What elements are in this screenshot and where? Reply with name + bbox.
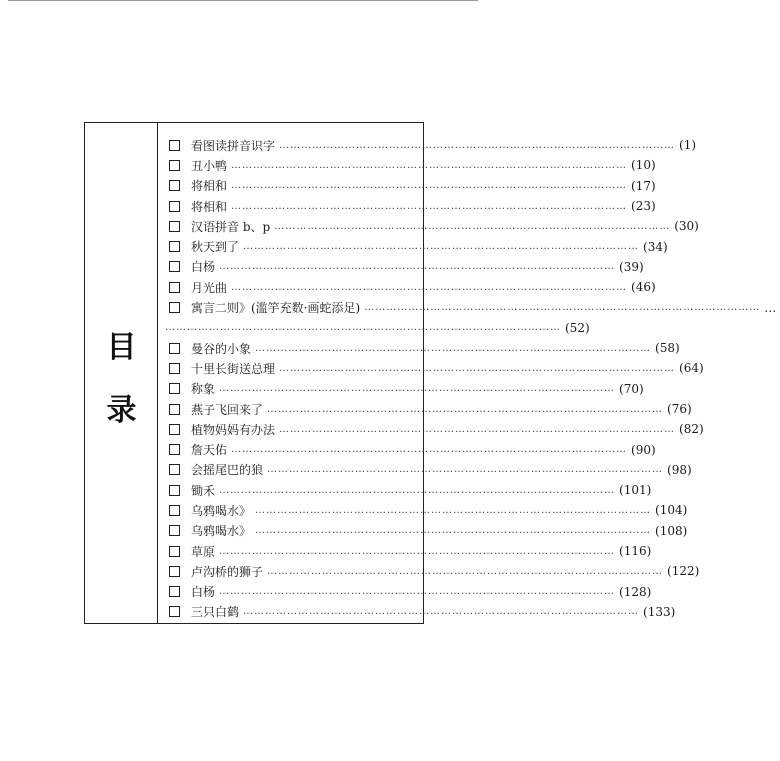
dot-leader: ………………………………………………………………………………………………	[219, 586, 616, 598]
entry-title: 十里长街送总理	[191, 361, 276, 376]
dot-leader: ………………………………………………………………………………………………	[267, 565, 664, 577]
entry-page-number: (90)	[631, 442, 656, 457]
top-rule	[8, 0, 478, 1]
toc-entry[interactable]	[159, 582, 652, 602]
checkbox-icon[interactable]	[169, 485, 180, 496]
toc-entry[interactable]	[159, 399, 692, 419]
entry-title: 卢沟桥的狮子	[191, 564, 264, 579]
entry-page-number: (116)	[619, 544, 652, 559]
entry-title: 曼谷的小象	[191, 341, 252, 356]
checkbox-icon[interactable]	[169, 404, 180, 415]
checkbox-icon[interactable]	[169, 201, 180, 212]
toc-entry[interactable]	[159, 277, 656, 297]
entry-page-number: (52)	[565, 320, 590, 335]
entry-title: 白杨	[191, 585, 216, 600]
dot-leader: ………………………………………………………………………………………………	[243, 241, 640, 253]
entry-title: 乌鸦喝水》	[191, 503, 252, 518]
entry-title: 三只白鹤	[191, 605, 240, 620]
entry-title: 草原	[191, 544, 216, 559]
dot-leader: ………………………………………………………………………………………………	[279, 423, 676, 435]
entry-page-number: (23)	[631, 199, 656, 214]
toc-entry[interactable]	[159, 135, 697, 155]
heading-char-1: 目	[106, 330, 137, 365]
dot-leader: ………………………………………………………………………………………………	[231, 200, 628, 212]
toc-entry[interactable]	[159, 521, 688, 541]
dot-leader: ………………………………………………………………………………………………	[231, 444, 628, 456]
entry-title: 月光曲	[191, 280, 228, 295]
dot-leader: ………………………………………………………………………………………………	[267, 464, 664, 476]
entry-page-number: (98)	[667, 462, 692, 477]
dot-leader: ………………………………………………………………………………………………	[267, 403, 664, 415]
dot-leader: ………………………………………………………………………………………………	[274, 220, 671, 232]
dot-leader: ………………………………………………………………………………………………	[255, 525, 652, 537]
toc-entry[interactable]	[159, 561, 700, 581]
checkbox-icon[interactable]	[169, 241, 180, 252]
dot-leader: ………………………………………………………………………………………………	[279, 362, 676, 374]
entry-title: 将相和	[191, 179, 228, 194]
toc-entry[interactable]	[159, 419, 704, 439]
checkbox-icon[interactable]	[169, 302, 180, 313]
checkbox-icon[interactable]	[169, 566, 180, 577]
entry-page-number: …	[764, 300, 777, 315]
entry-page-number: (39)	[619, 259, 644, 274]
dot-leader: ………………………………………………………………………………………………	[219, 484, 616, 496]
entry-page-number: (58)	[655, 341, 680, 356]
toc-entry[interactable]	[159, 460, 692, 480]
entry-page-number: (108)	[655, 523, 688, 538]
entry-title: 看图读拼音识字	[191, 138, 276, 153]
entry-title: 寓言二则》(滥竽充数·画蛇添足)	[191, 301, 361, 316]
table-of-contents	[84, 122, 777, 624]
toc-entry[interactable]	[159, 338, 680, 358]
toc-entry[interactable]	[159, 500, 688, 520]
toc-entry[interactable]	[159, 358, 704, 378]
toc-entry[interactable]	[159, 480, 652, 500]
dot-leader: ………………………………………………………………………………………………	[165, 322, 561, 334]
entry-list	[159, 135, 777, 622]
dot-leader: ………………………………………………………………………………………………	[243, 606, 640, 618]
checkbox-icon[interactable]	[169, 140, 180, 151]
dot-leader: ………………………………………………………………………………………………	[364, 302, 761, 314]
checkbox-icon[interactable]	[169, 586, 180, 597]
dot-leader: ………………………………………………………………………………………………	[231, 180, 628, 192]
entry-page-number: (64)	[679, 361, 704, 376]
dot-leader: ………………………………………………………………………………………………	[255, 504, 652, 516]
toc-entry[interactable]	[159, 257, 644, 277]
toc-entry[interactable]	[159, 216, 699, 236]
toc-entry[interactable]	[159, 236, 668, 256]
entry-page-number: (17)	[631, 178, 656, 193]
entry-page-number: (34)	[643, 239, 668, 254]
toc-entry[interactable]	[159, 176, 656, 196]
entry-title: 白杨	[191, 260, 216, 275]
entry-page-number: (76)	[667, 402, 692, 416]
dot-leader: ………………………………………………………………………………………………	[219, 383, 616, 395]
checkbox-icon[interactable]	[169, 160, 180, 171]
entry-title: 植物妈妈有办法	[191, 422, 276, 437]
dot-leader: ………………………………………………………………………………………………	[219, 545, 616, 557]
entry-title: 汉语拼音 b、p	[191, 219, 271, 234]
checkbox-icon[interactable]	[169, 525, 180, 536]
dot-leader: ………………………………………………………………………………………………	[219, 261, 616, 273]
entry-title: 锄禾	[191, 483, 216, 498]
entry-page-number: (101)	[619, 483, 652, 498]
toc-entry[interactable]	[159, 602, 676, 622]
checkbox-icon[interactable]	[169, 343, 180, 354]
checkbox-icon[interactable]	[169, 282, 180, 293]
entry-title: 詹天佑	[191, 443, 228, 458]
toc-entry[interactable]	[159, 155, 656, 175]
checkbox-icon[interactable]	[169, 261, 180, 272]
toc-entry[interactable]	[159, 439, 656, 459]
checkbox-icon[interactable]	[169, 383, 180, 394]
checkbox-icon[interactable]	[169, 606, 180, 617]
checkbox-icon[interactable]	[169, 180, 180, 191]
entry-page-number: (104)	[655, 503, 688, 518]
heading-char-2: 录	[106, 393, 137, 428]
heading-column	[85, 123, 158, 623]
checkbox-icon[interactable]	[169, 546, 180, 557]
checkbox-icon[interactable]	[169, 221, 180, 232]
toc-entry-continuation	[159, 318, 590, 338]
toc-entry[interactable]	[159, 196, 656, 216]
entry-page-number: (122)	[667, 564, 700, 579]
dot-leader: ………………………………………………………………………………………………	[231, 159, 628, 171]
checkbox-icon[interactable]	[169, 464, 180, 475]
dot-leader: ………………………………………………………………………………………………	[231, 281, 628, 293]
toc-entry[interactable]	[159, 379, 644, 399]
entry-title: 将相和	[191, 199, 228, 214]
entry-page-number: (128)	[619, 584, 652, 599]
entry-page-number: (70)	[619, 381, 644, 396]
entry-title: 燕子飞回来了	[191, 402, 264, 417]
checkbox-icon[interactable]	[169, 363, 180, 374]
dot-leader: ………………………………………………………………………………………………	[279, 139, 676, 151]
entry-page-number: (30)	[674, 219, 699, 234]
entry-title: 称象	[191, 382, 216, 397]
checkbox-icon[interactable]	[169, 424, 180, 435]
entry-title: 乌鸦喝水》	[191, 524, 252, 539]
entry-title: 秋天到了	[191, 240, 240, 255]
entry-page-number: (46)	[631, 280, 656, 295]
toc-entry[interactable]	[159, 541, 652, 561]
entry-page-number: (133)	[643, 604, 676, 619]
entry-title: 会摇尾巴的狼	[191, 463, 264, 478]
entry-page-number: (1)	[679, 138, 697, 153]
dot-leader: ………………………………………………………………………………………………	[255, 342, 652, 354]
entry-page-number: (10)	[631, 158, 656, 173]
entry-title: 丑小鸭	[191, 158, 228, 173]
toc-entry[interactable]	[159, 297, 777, 317]
checkbox-icon[interactable]	[169, 444, 180, 455]
entry-page-number: (82)	[679, 422, 704, 437]
checkbox-icon[interactable]	[169, 505, 180, 516]
